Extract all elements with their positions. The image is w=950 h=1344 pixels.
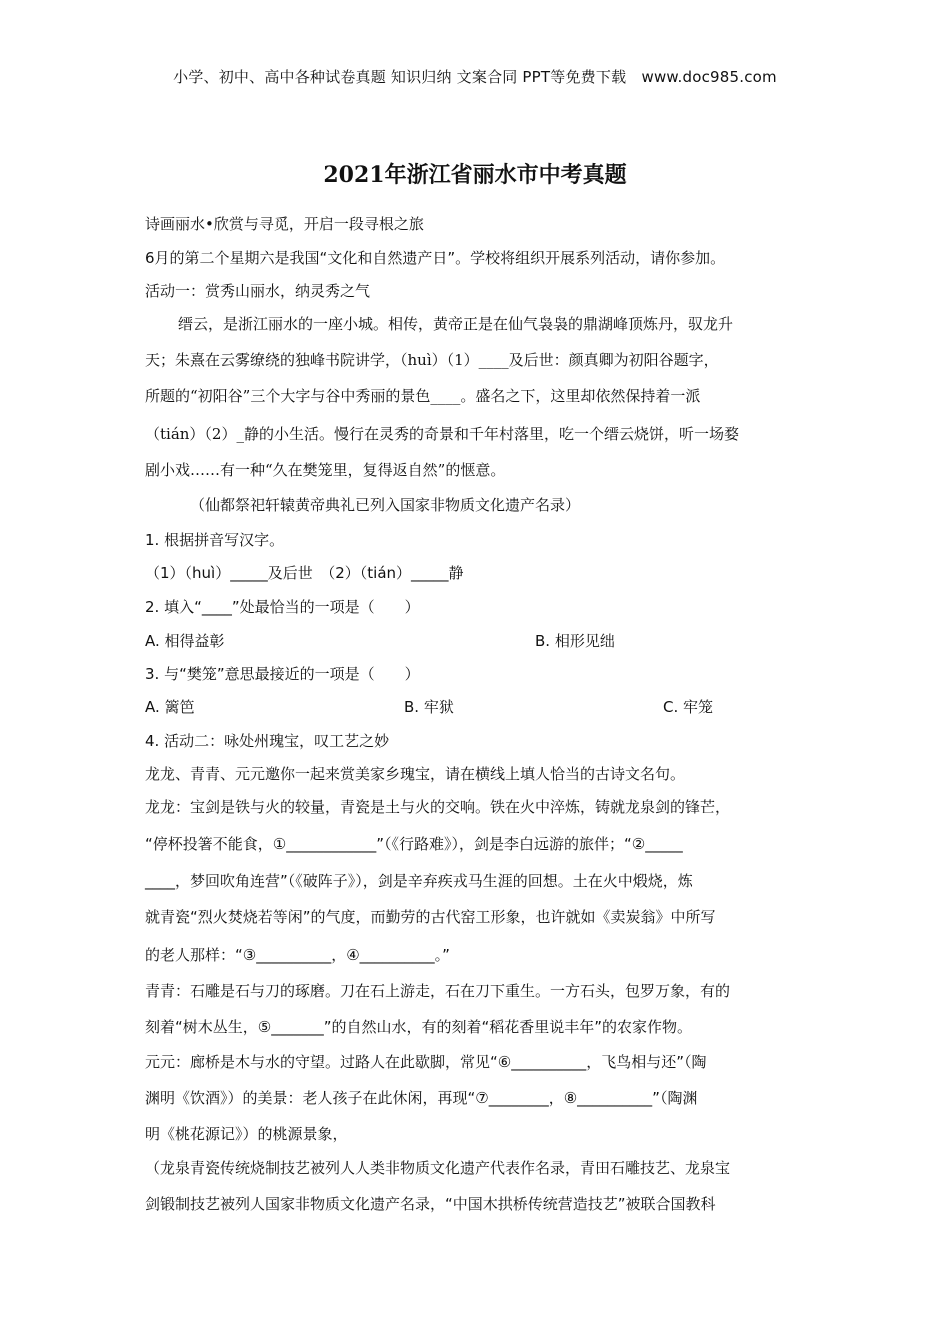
page-title: 2021年浙江省丽水市中考真题 [323, 162, 627, 188]
question-4-text: 龙龙：宝剑是铁与火的较量，青瓷是土与火的交响。铁在火中淬炼，铸就龙泉剑的锋芒， [145, 798, 731, 816]
question-4-text: 明《桃花源记》）的桃源景象， [145, 1125, 348, 1143]
question-3-option-a: A. 篱笆 [145, 698, 195, 716]
question-4-note: （龙泉青瓷传统烧制技艺被列人人类非物质文化遗产代表作名录，青田石雕技艺、龙泉宝 [145, 1159, 731, 1177]
question-4-text: 青青：石雕是石与刀的琢磨。刀在石上游走，石在刀下重生。一方石头，包罗万象，有的 [145, 982, 731, 1000]
activity-one-heading: 活动一：赏秀山丽水，纳灵秀之气 [145, 282, 371, 300]
site-header-banner: 小学、初中、高中各种试卷真题 知识归纳 文案合同 PPT等免费下载 www.doc985.com [173, 68, 777, 86]
question-4-text: “停杯投箸不能食，①____________”（《行路难》），剑是李白远游的旅伴；“②_____ [145, 835, 683, 853]
intro-paragraph: 6月的第二个星期六是我国“文化和自然遗产日”。学校将组织开展系列活动，请你参加。 [145, 249, 726, 267]
question-4-text: 元元：廊桥是木与水的守望。过路人在此歇脚，常见“⑥__________，飞鸟相与还”（陶 [145, 1053, 707, 1071]
question-2: 2. 填入“____”处最恰当的一项是（ ） [145, 598, 420, 616]
question-4-text: ____，梦回吹角连营”（《破阵子》），剑是辛弃疾戎马生涯的回想。土在火中煅烧，炼 [145, 872, 693, 890]
question-4-text: 就青瓷“烈火焚烧若等闲”的气度，而勤劳的古代窑工形象，也许就如《卖炭翁》中所写 [145, 908, 716, 926]
passage-line: 缙云，是浙江丽水的一座小城。相传，黄帝正是在仙气袅袅的鼎湖峰顶炼丹，驭龙升 [178, 315, 734, 333]
question-2-option-a: A. 相得益彰 [145, 632, 225, 650]
passage-line: 剧小戏……有一种“久在樊笼里，复得返自然”的惬意。 [145, 461, 506, 479]
passage-note: （仙都祭祀轩辕黄帝典礼已列入国家非物质文化遗产名录） [190, 496, 581, 514]
question-4-note: 剑锻制技艺被列人国家非物质文化遗产名录，“中国木拱桥传统营造技艺”被联合国教科 [145, 1195, 716, 1213]
question-4-intro: 龙龙、青青、元元邀你一起来赏美家乡瑰宝，请在横线上填人恰当的古诗文名句。 [145, 765, 686, 783]
question-4-text: 渊明《饮酒》）的美景：老人孩子在此休闲，再现“⑦________，⑧__________”（陶渊 [145, 1089, 698, 1107]
question-3-option-c: C. 牢笼 [663, 698, 714, 716]
question-1-blanks: （1）（huì）_____及后世 （2）（tián）_____静 [145, 564, 464, 582]
question-1: 1. 根据拼音写汉字。 [145, 531, 285, 549]
intro-line: 诗画丽水•欣赏与寻觅，开启一段寻根之旅 [145, 215, 424, 233]
question-3: 3. 与“樊笼”意思最接近的一项是（ ） [145, 665, 420, 683]
question-3-option-b: B. 牢狱 [404, 698, 454, 716]
question-4-text: 刻着“树木丛生，⑤_______”的自然山水，有的刻着“稻花香里说丰年”的农家作物。 [145, 1018, 693, 1036]
passage-line: （tián）（2）_静的小生活。慢行在灵秀的奇景和千年村落里，吃一个缙云烧饼，听一场婺 [145, 425, 739, 443]
passage-line: 所题的“初阳谷”三个大字与谷中秀丽的景色____。盛名之下，这里却依然保持着一派 [145, 387, 701, 405]
question-2-option-b: B. 相形见绌 [535, 632, 615, 650]
question-4: 4. 活动二：咏处州瑰宝，叹工艺之妙 [145, 732, 390, 750]
passage-line: 天；朱熹在云雾缭绕的独峰书院讲学，（huì）（1）____及后世：颜真卿为初阳谷题字， [145, 351, 719, 369]
question-4-text: 的老人那样：“③__________，④__________。” [145, 946, 450, 964]
